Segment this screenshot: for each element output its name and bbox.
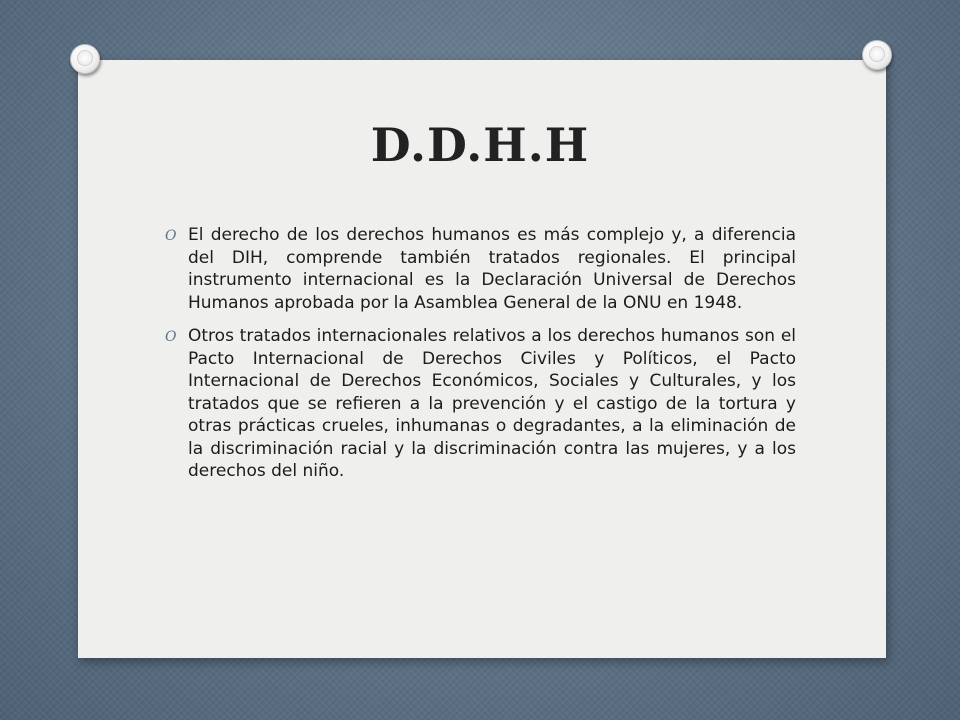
slide-title: D.D.H.H [370, 118, 590, 172]
bullet-item [165, 325, 796, 483]
bullet-marker-icon: O [165, 329, 177, 345]
pushpin-icon [70, 44, 100, 74]
bullet-item [165, 224, 796, 314]
bullet-text: El derecho de los derechos humanos es más complejo y, a diferencia del DIH, comprende también tratados regionales. El principal instrumento internacional es la Declaración Universal de Derechos Humanos aprobada por la Asamblea General de la ONU en 1948. [188, 225, 796, 313]
bullet-list [165, 224, 796, 494]
bullet-marker-icon: O [165, 228, 177, 244]
bullet-text: Otros tratados internacionales relativos a los derechos humanos son el Pacto Internacional de Derechos Civiles y Políticos, el Pacto Internacional de Derechos Económicos, Sociales y Culturales, y los tratados que se refieren a la prevención y el castigo de la tortura y otras prácticas crueles, inhumanas o degradantes, a la eliminación de la discriminación racial y la discriminación contra las mujeres, y a los derechos del niño. [188, 326, 796, 481]
pushpin-icon [862, 40, 892, 70]
